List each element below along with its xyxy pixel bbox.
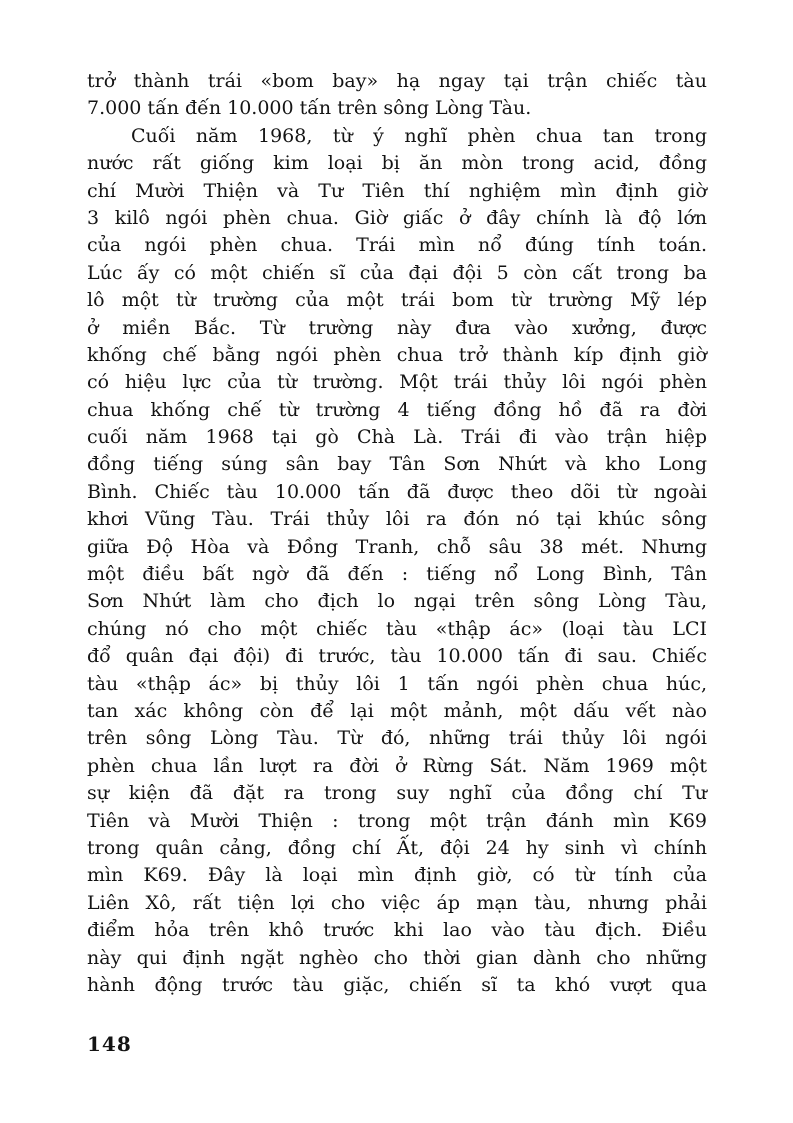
text-line: 7.000 tấn đến 10.000 tấn trên sông Lòng Tàu.	[87, 97, 532, 120]
text-line: mìn K69. Đây là loại mìn định giờ, có từ tính của	[87, 864, 707, 887]
text-line: Liên Xô, rất tiện lợi cho việc áp mạn tàu, nhưng phải	[87, 891, 707, 914]
text-line: cuối năm 1968 tại gò Chà Là. Trái đi vào trận hiệp	[87, 426, 707, 449]
text-line: nước rất giống kim loại bị ăn mòn trong acid, đồng	[87, 152, 707, 175]
text-line: giữa Độ Hòa và Đồng Tranh, chỗ sâu 38 mét. Nhưng	[87, 535, 707, 558]
text-line: Lúc ấy có một chiến sĩ của đại đội 5 còn cất trong ba	[87, 261, 707, 284]
text-line: lô một từ trường của một trái bom từ trường Mỹ lép	[87, 289, 707, 312]
body-text	[87, 68, 707, 999]
text-line: đổ quân đại đội) đi trước, tàu 10.000 tấn đi sau. Chiếc	[87, 645, 707, 668]
text-line: trở thành trái «bom bay» hạ ngay tại trận chiếc tàu	[87, 70, 707, 92]
text-line: của ngói phèn chua. Trái mìn nổ đúng tính toán.	[87, 234, 707, 257]
text-line: phèn chua lần lượt ra đời ở Rừng Sát. Năm 1969 một	[87, 754, 707, 777]
text-line: ở miền Bắc. Từ trường này đưa vào xưởng, được	[87, 316, 707, 339]
text-line: hành động trước tàu giặc, chiến sĩ ta khó vượt qua	[87, 973, 707, 996]
text-line: điểm hỏa trên khô trước khi lao vào tàu địch. Điều	[87, 919, 707, 942]
text-line: một điều bất ngờ đã đến : tiếng nổ Long Bình, Tân	[87, 563, 707, 586]
text-line: có hiệu lực của từ trường. Một trái thủy lôi ngói phèn	[87, 371, 707, 394]
text-line: khơi Vũng Tàu. Trái thủy lôi ra đón nó tại khúc sông	[87, 508, 707, 531]
text-line: trong quân cảng, đồng chí Ất, đội 24 hy sinh vì chính	[87, 836, 707, 859]
text-line: chua khống chế từ trường 4 tiếng đồng hồ đã ra đời	[87, 398, 707, 421]
text-line: đồng tiếng súng sân bay Tân Sơn Nhứt và kho Long	[87, 453, 707, 476]
text-line: chí Mười Thiện và Tư Tiên thí nghiệm mìn định giờ	[87, 179, 707, 202]
text-line: trên sông Lòng Tàu. Từ đó, những trái thủy lôi ngói	[87, 727, 707, 750]
text-line: Sơn Nhứt làm cho địch lo ngại trên sông Lòng Tàu,	[87, 590, 707, 613]
text-line: Tiên và Mười Thiện : trong một trận đánh mìn K69	[87, 809, 707, 832]
text-line: chúng nó cho một chiếc tàu «thập ác» (loại tàu LCI	[87, 617, 707, 640]
text-line: Cuối năm 1968, từ ý nghĩ phèn chua tan trong	[131, 124, 707, 147]
page-number: 148	[87, 1032, 132, 1056]
text-line: tan xác không còn để lại một mảnh, một dấu vết nào	[87, 699, 707, 722]
text-line: 3 kilô ngói phèn chua. Giờ giấc ở đây chính là độ lớn	[87, 206, 707, 229]
text-line: sự kiện đã đặt ra trong suy nghĩ của đồng chí Tư	[87, 782, 707, 805]
text-line: này qui định ngặt nghèo cho thời gian dành cho những	[87, 946, 707, 969]
text-line: tàu «thập ác» bị thủy lôi 1 tấn ngói phèn chua húc,	[87, 672, 707, 695]
text-line: Bình. Chiếc tàu 10.000 tấn đã được theo dõi từ ngoài	[87, 480, 707, 503]
text-line: khống chế bằng ngói phèn chua trở thành kíp định giờ	[87, 343, 707, 366]
